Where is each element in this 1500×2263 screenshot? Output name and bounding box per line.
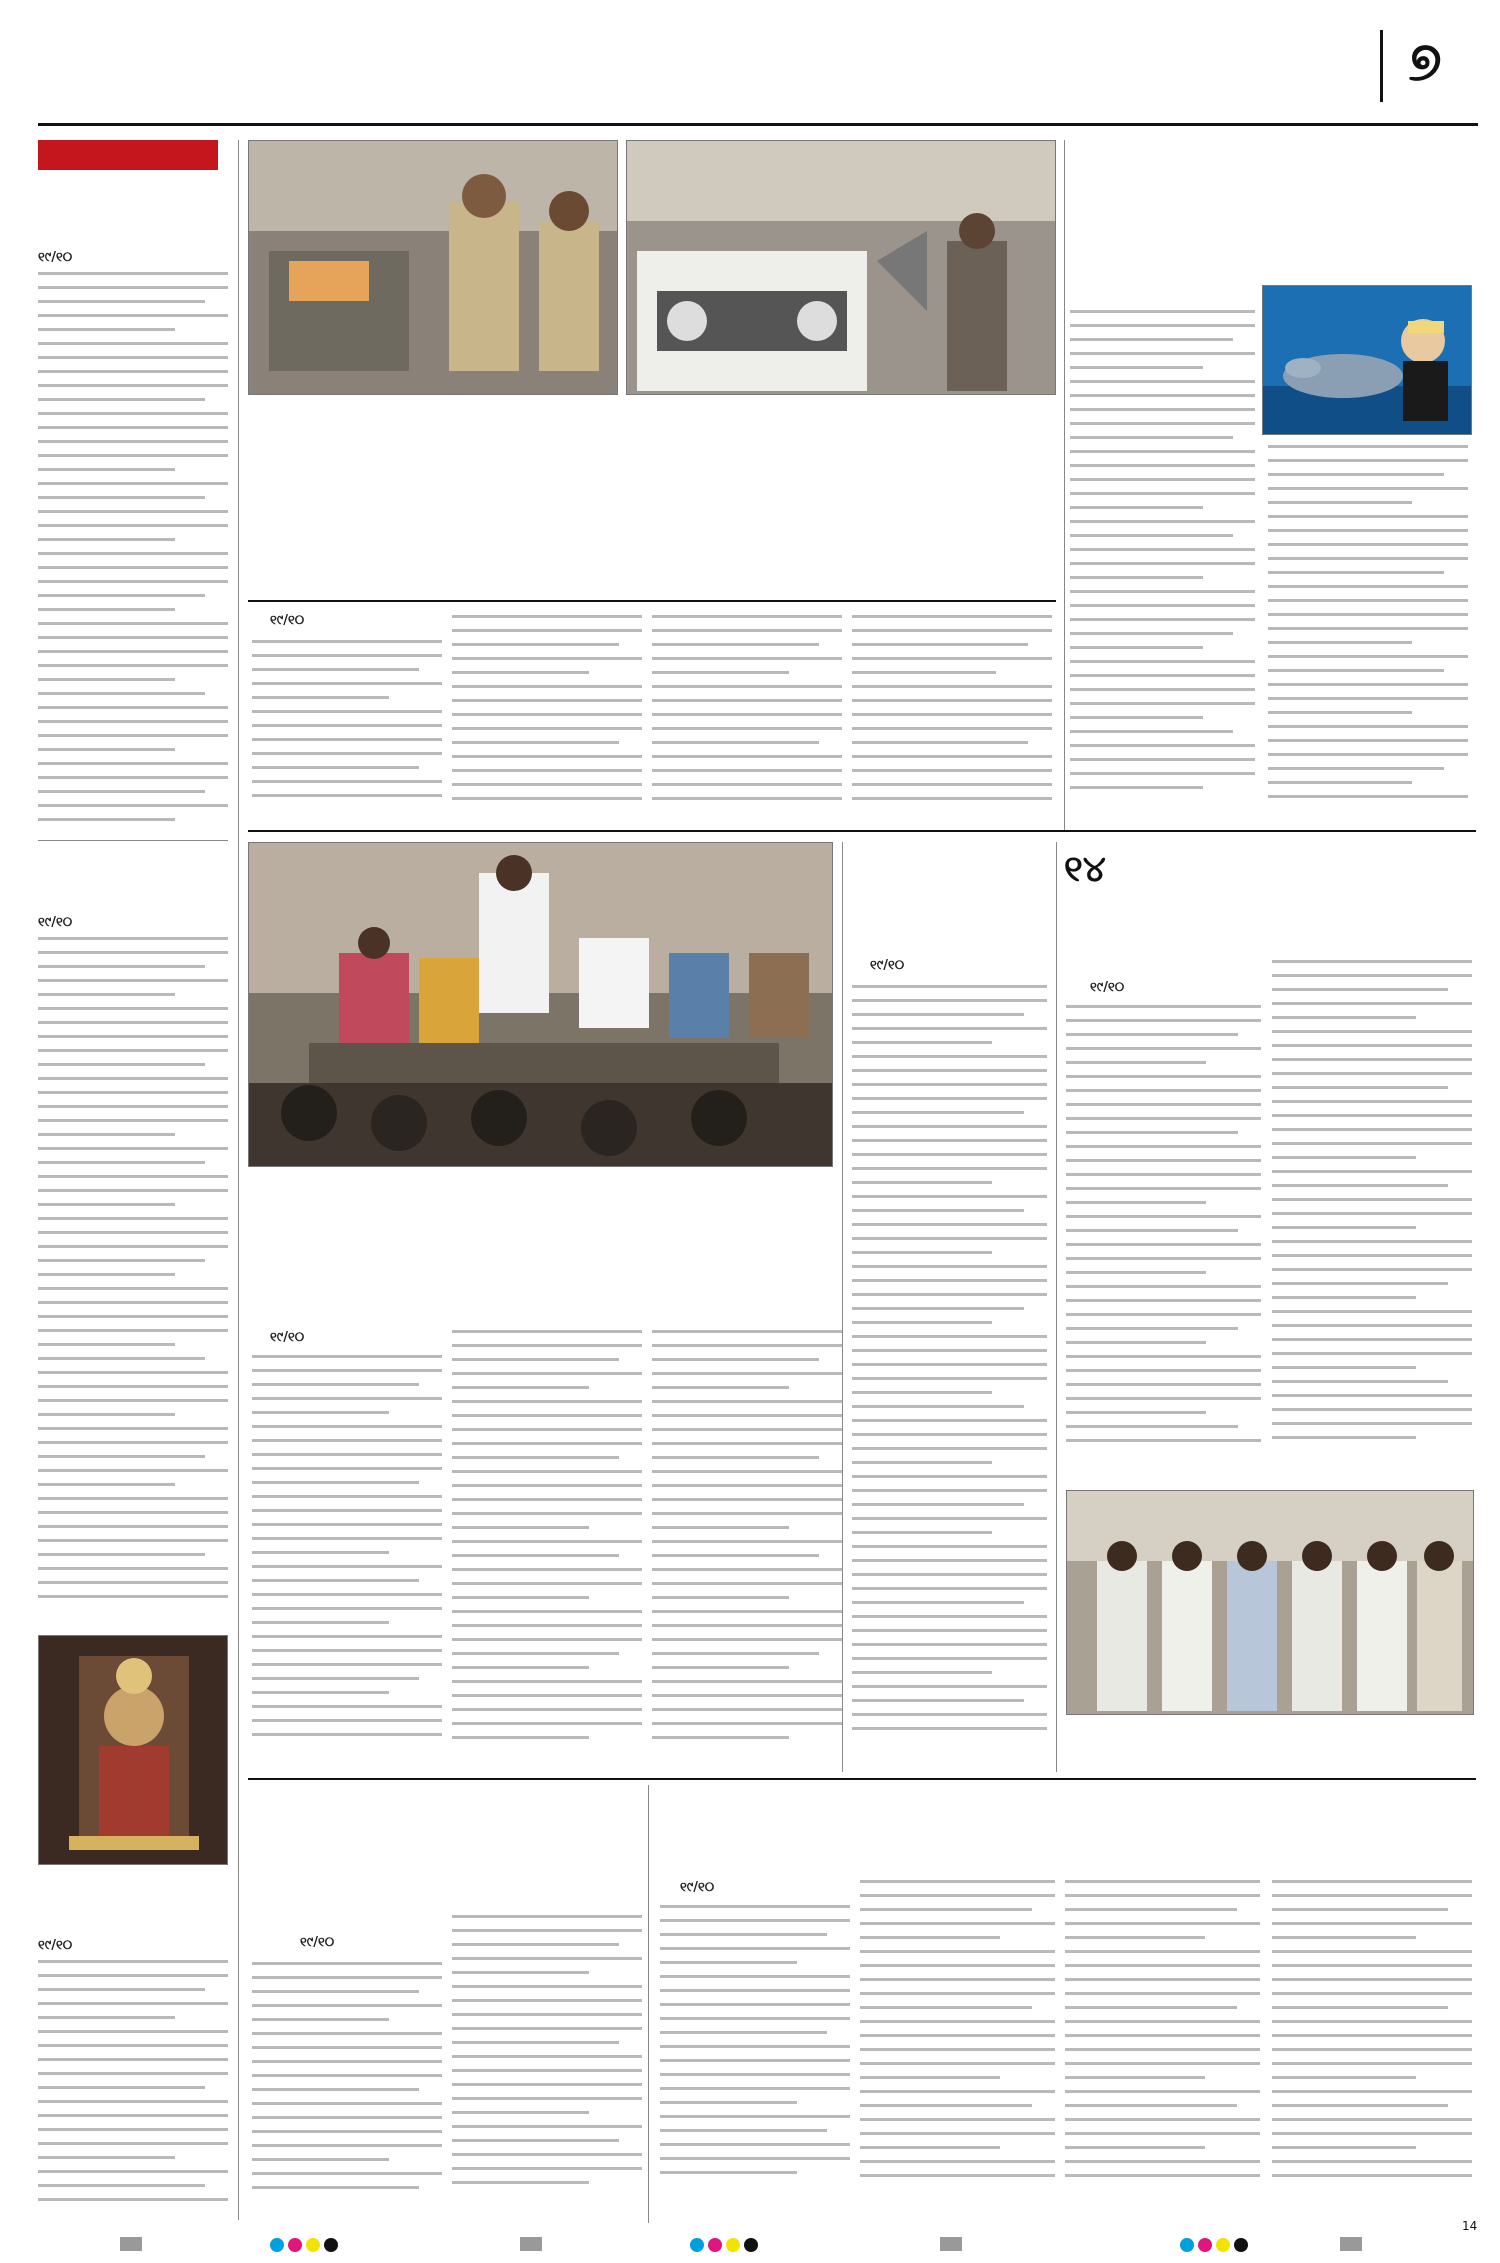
lead-headline — [248, 425, 1056, 515]
lead-body-col3 — [652, 615, 842, 820]
column-rule — [648, 1785, 649, 2223]
story-divider — [248, 600, 1056, 602]
tribal-body-col1 — [252, 1355, 442, 1775]
tribal-dateline: ୧୯/୧୦ — [270, 1330, 305, 1345]
award-recipients-photo — [1066, 1490, 1474, 1715]
bottom-right-body-col2 — [860, 1880, 1055, 2222]
star-award-headline: ୧୪ — [1064, 849, 1106, 890]
bottom-right-body-col1 — [660, 1905, 850, 2222]
registration-block — [1340, 2237, 1362, 2251]
left-story-3-headline — [38, 1878, 228, 1928]
dateline-bar — [38, 102, 1478, 126]
bottom-right-dateline: ୧୯/୧୦ — [680, 1880, 715, 1895]
left-story-2-dateline: ୧୯/୧୦ — [38, 915, 73, 930]
lead-body-col2 — [452, 615, 642, 820]
left-story-2-body — [38, 937, 228, 1617]
color-registration-marks — [1180, 2237, 1252, 2256]
bottom-left-dateline: ୧୯/୧୦ — [300, 1935, 335, 1950]
left-story-2-headline — [38, 850, 228, 905]
murder-dateline: ୧୯/୧୦ — [870, 958, 905, 973]
star-award-body-col2 — [1272, 960, 1472, 1480]
column-rule — [1064, 140, 1065, 830]
registration-block — [520, 2237, 542, 2251]
print-footer — [0, 2219, 1500, 2263]
column-rule — [1056, 842, 1057, 1772]
registration-block — [120, 2237, 142, 2251]
masthead — [0, 0, 1500, 120]
dolphin-headline — [1070, 150, 1470, 260]
lead-body-col4 — [852, 615, 1052, 820]
story-divider — [38, 840, 228, 841]
bottom-right-headline — [660, 1785, 1470, 1845]
registration-block — [940, 2237, 962, 2251]
column-rule — [842, 842, 843, 1772]
tribal-body-col3 — [652, 1330, 842, 1775]
dolphin-body-col2 — [1268, 445, 1468, 825]
temple-idol-photo — [38, 1635, 228, 1865]
section-divider — [248, 1778, 1476, 1780]
police-inspection-photo — [248, 140, 618, 395]
left-story-body — [38, 272, 228, 832]
murder-headline — [850, 850, 1050, 925]
section-label-badge — [38, 140, 218, 170]
masthead-divider — [1380, 30, 1383, 102]
column-rule — [238, 140, 239, 2220]
left-story-3-body — [38, 1960, 228, 2222]
color-registration-marks — [270, 2237, 342, 2256]
left-story-3-dateline: ୧୯/୧୦ — [38, 1938, 73, 1953]
bottom-left-body-col2 — [452, 1915, 642, 2222]
tribal-body-col2 — [452, 1330, 642, 1775]
bottom-right-body-col4 — [1272, 1880, 1472, 2222]
star-award-dateline: ୧୯/୧୦ — [1090, 980, 1125, 995]
awareness-vehicle-photo — [626, 140, 1056, 395]
bottom-left-headline — [252, 1785, 652, 1895]
lead-body-col1 — [252, 640, 442, 820]
left-story-dateline: ୧୯/୧୦ — [38, 250, 73, 265]
murder-body — [852, 985, 1047, 1775]
left-story-headline — [38, 185, 228, 240]
bottom-left-body-col1 — [252, 1962, 442, 2222]
color-registration-marks — [690, 2237, 762, 2256]
lead-subheadline — [262, 540, 1052, 582]
dolphin-body-col1 — [1070, 310, 1255, 825]
bottom-right-body-col3 — [1065, 1880, 1260, 2222]
page-index: 14 — [1462, 2219, 1478, 2233]
dolphin-photo — [1262, 285, 1472, 435]
page-number: ୭ — [1408, 30, 1442, 93]
lead-dateline: ୧୯/୧୦ — [270, 613, 305, 628]
tribal-meeting-photo — [248, 842, 833, 1167]
star-award-body-col1 — [1066, 1005, 1261, 1480]
section-divider — [248, 830, 1476, 832]
